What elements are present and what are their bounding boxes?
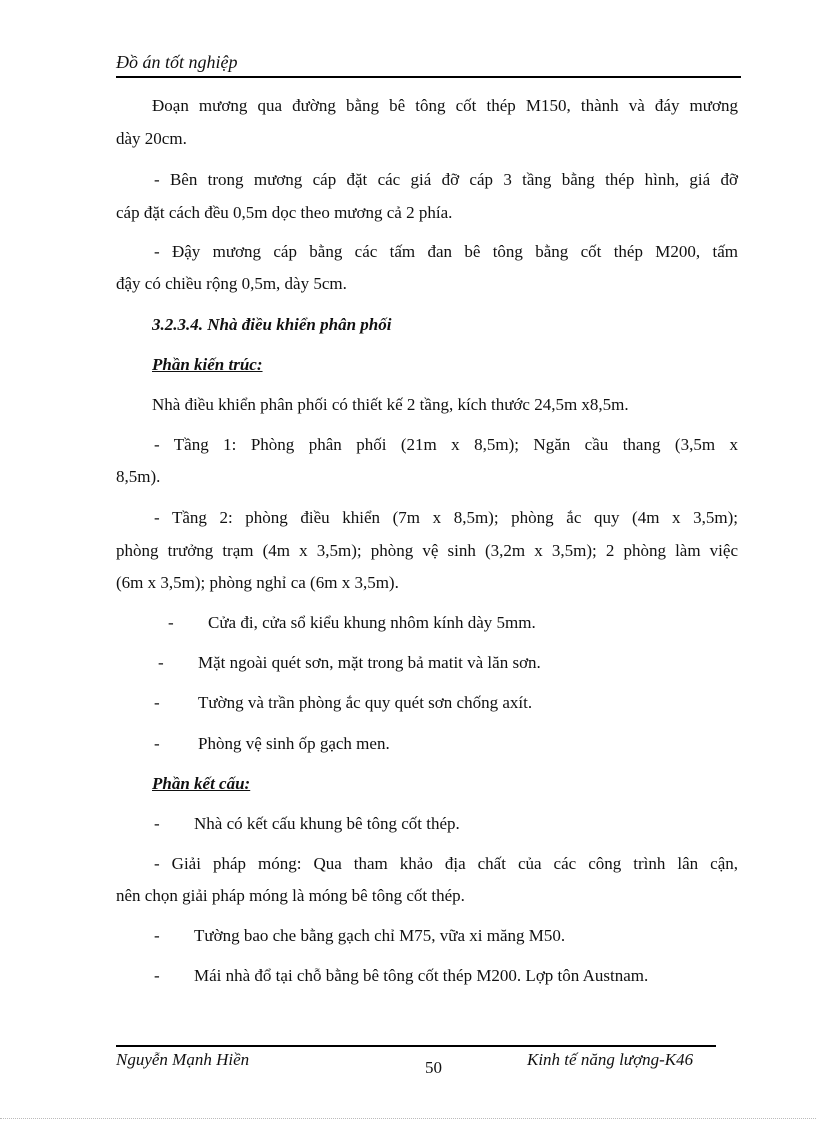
bullet-dash: - bbox=[154, 734, 160, 753]
section-heading: 3.2.3.4. Nhà điều khiển phân phối bbox=[152, 315, 392, 334]
footer-course: Kinh tế năng lượng-K46 bbox=[527, 1050, 694, 1069]
subheading-architecture: Phần kiến trúc: bbox=[152, 355, 263, 374]
paragraph-line: nên chọn giải pháp móng là móng bê tông cốt thép. bbox=[116, 886, 465, 905]
bullet-text: Tường bao che bằng gạch chỉ M75, vữa xi măng M50. bbox=[194, 926, 566, 945]
header-title: Đồ án tốt nghiệp bbox=[116, 52, 238, 72]
bullet-dash: - bbox=[154, 814, 160, 833]
bullet-text: Cửa đi, cửa sổ kiểu khung nhôm kính dày 5mm. bbox=[208, 613, 536, 632]
subheading-structure: Phần kết cấu: bbox=[152, 774, 251, 793]
footer-rule bbox=[116, 1045, 716, 1047]
bullet-dash: - bbox=[154, 693, 160, 712]
bullet-text: Mái nhà đổ tại chỗ bằng bê tông cốt thép M200. Lợp tôn Austnam. bbox=[194, 966, 649, 985]
bullet-dash: - bbox=[158, 653, 164, 672]
paragraph-line: phòng trưởng trạm (4m x 3,5m); phòng vệ sinh (3,2m x 3,5m); 2 phòng làm việc bbox=[116, 541, 738, 560]
bullet-text: Phòng vệ sinh ốp gạch men. bbox=[198, 734, 390, 753]
paragraph-line: 8,5m). bbox=[116, 467, 161, 486]
bullet-dash: - bbox=[154, 966, 160, 985]
bullet-dash: - bbox=[154, 926, 160, 945]
page-number: 50 bbox=[425, 1058, 442, 1077]
paragraph-line: Đoạn mương qua đường bằng bê tông cốt thép M150, thành và đáy mương bbox=[152, 96, 738, 115]
paragraph-line: Nhà điều khiển phân phối có thiết kế 2 tầng, kích thước 24,5m x8,5m. bbox=[152, 395, 629, 414]
bullet-text: Tường và trần phòng ắc quy quét sơn chống axít. bbox=[198, 693, 533, 712]
bullet-text: Nhà có kết cấu khung bê tông cốt thép. bbox=[194, 814, 460, 833]
paragraph-line: - Bên trong mương cáp đặt các giá đỡ cáp 3 tầng bằng thép hình, giá đỡ bbox=[154, 170, 738, 189]
header-rule bbox=[116, 76, 741, 78]
paragraph-line: - Tầng 1: Phòng phân phối (21m x 8,5m); Ngăn cầu thang (3,5m x bbox=[154, 435, 738, 454]
paragraph-line: (6m x 3,5m); phòng nghỉ ca (6m x 3,5m). bbox=[116, 573, 399, 592]
paragraph-line: dày 20cm. bbox=[116, 129, 187, 148]
paragraph-line: - Đậy mương cáp bằng các tấm đan bê tông bằng cốt thép M200, tấm bbox=[154, 242, 738, 261]
paragraph-line: - Tầng 2: phòng điều khiển (7m x 8,5m); phòng ắc quy (4m x 3,5m); bbox=[154, 508, 738, 527]
paragraph-line: - Giải pháp móng: Qua tham khảo địa chất của các công trình lân cận, bbox=[154, 854, 738, 873]
paragraph-line: cáp đặt cách đều 0,5m dọc theo mương cả 2 phía. bbox=[116, 203, 453, 222]
bullet-dash: - bbox=[168, 613, 174, 632]
page-edge-divider bbox=[0, 1118, 816, 1119]
footer-author: Nguyễn Mạnh Hiền bbox=[116, 1050, 250, 1069]
paragraph-line: đậy có chiều rộng 0,5m, dày 5cm. bbox=[116, 274, 347, 293]
bullet-text: Mặt ngoài quét sơn, mặt trong bả matit và lăn sơn. bbox=[198, 653, 541, 672]
